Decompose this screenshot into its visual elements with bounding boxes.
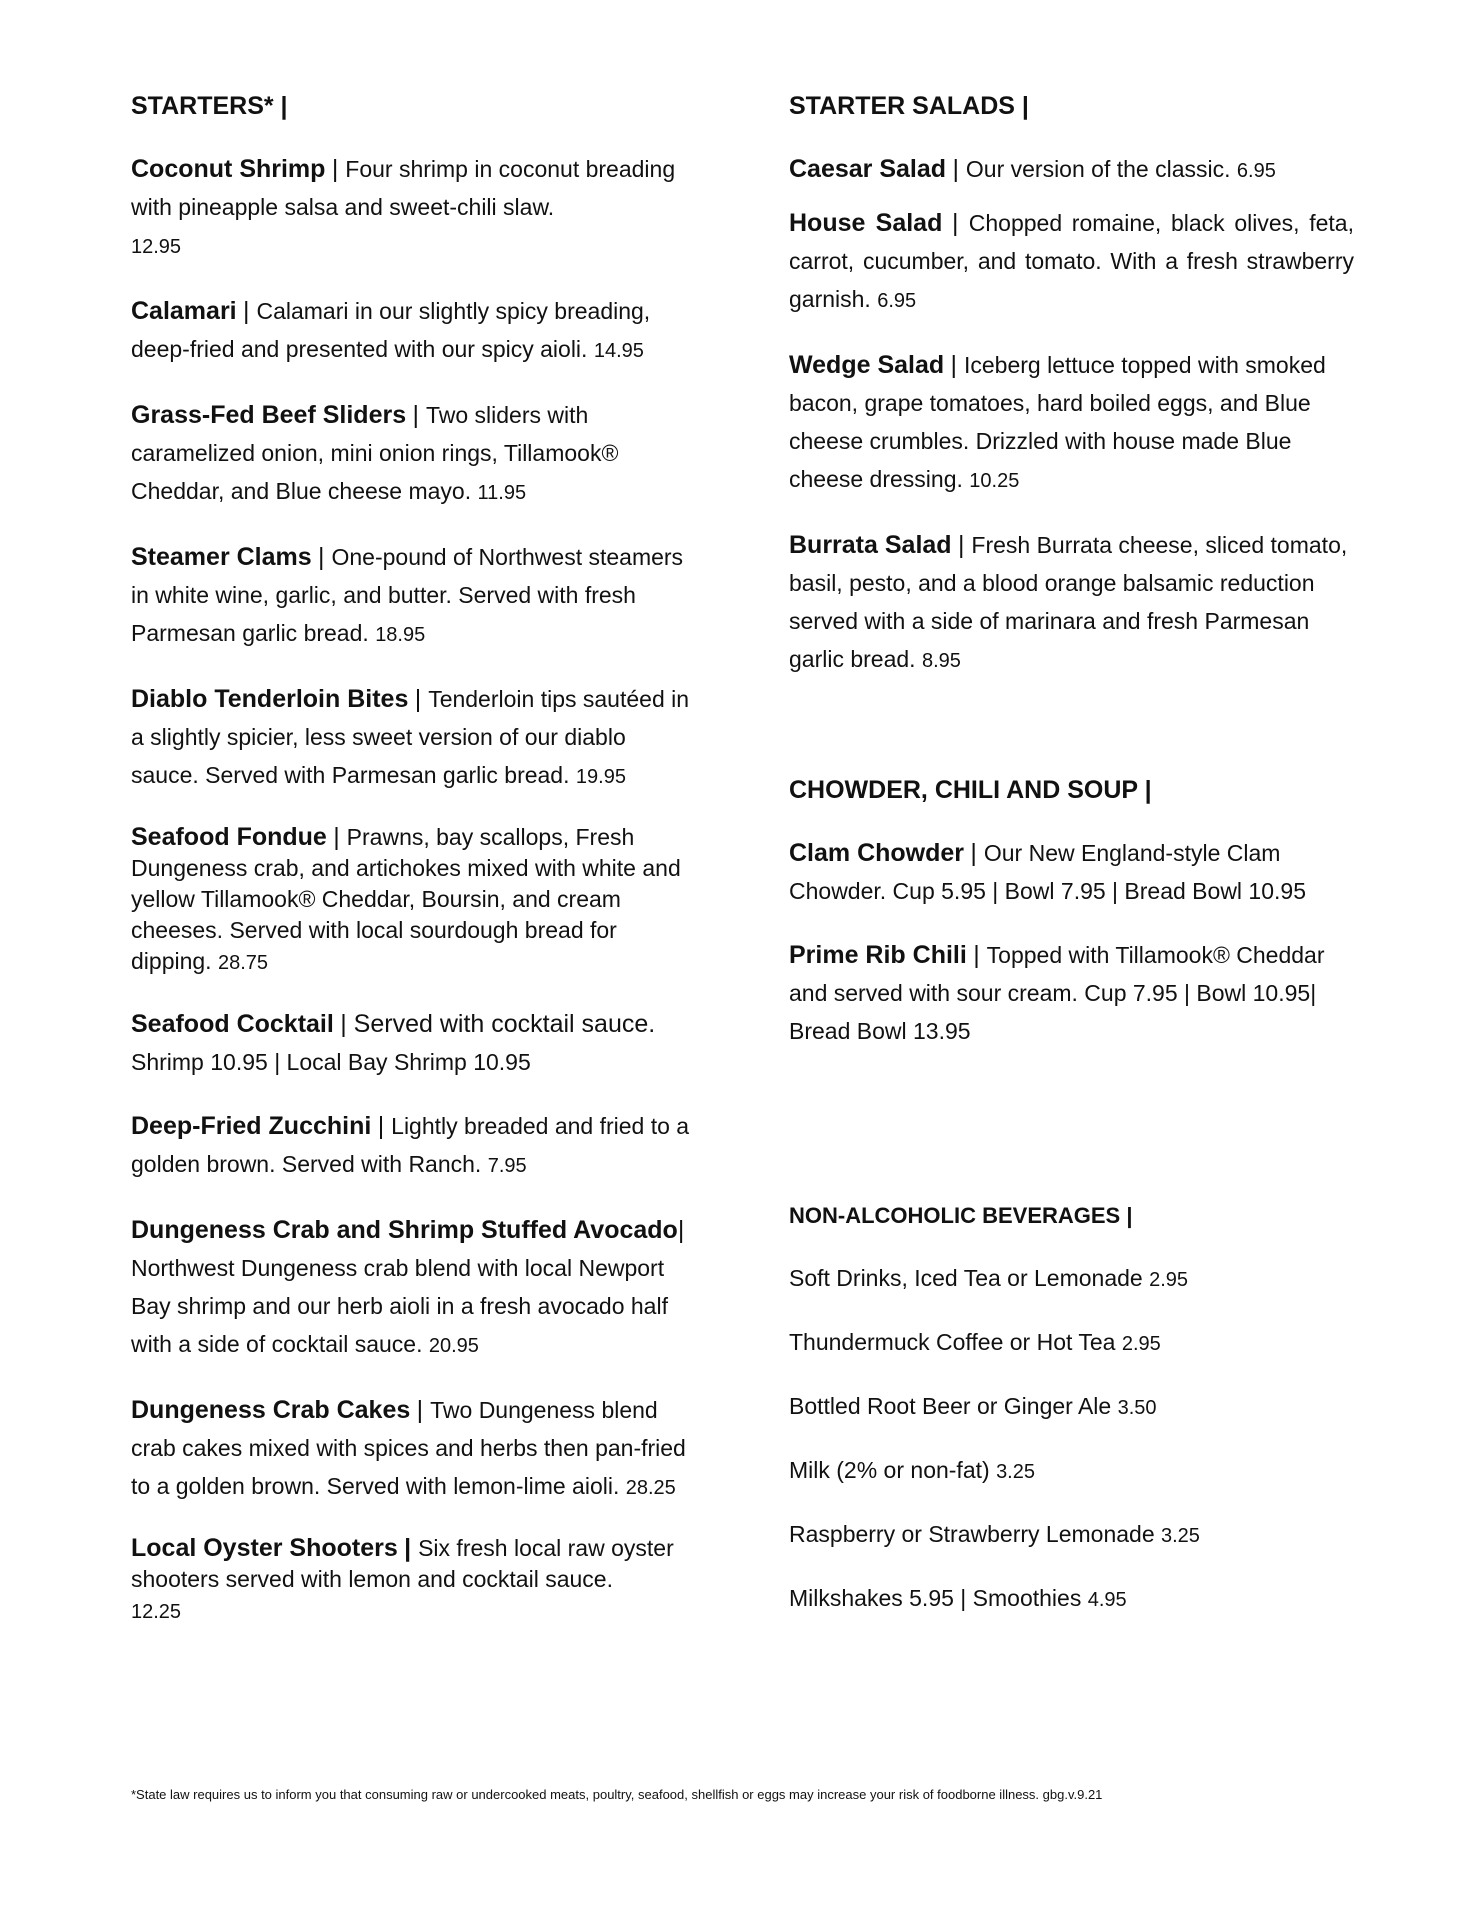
- item-name: Seafood Fondue: [131, 823, 327, 851]
- item-price: 18.95: [375, 624, 426, 646]
- item-description: Two Dungeness blend crab cakes mixed with spices and herbs then pan-fried to a golden brown. Served with lemon-lime aioli.: [131, 1397, 686, 1499]
- item-name: Diablo Tenderloin Bites: [131, 685, 409, 713]
- beverage-price: 3.25: [996, 1461, 1035, 1483]
- item-price: 6.95: [1236, 160, 1276, 182]
- item-name: Calamari: [131, 297, 237, 325]
- item-price: 11.95: [477, 482, 527, 504]
- item-name: Burrata Salad: [789, 531, 952, 559]
- item-price: 12.95: [131, 236, 182, 258]
- beverage-name: Milk (2% or non-fat): [789, 1457, 990, 1483]
- beverages-heading: NON-ALCOHOLIC BEVERAGES |: [789, 1203, 1133, 1228]
- item-name: Prime Rib Chili: [789, 941, 967, 969]
- item-description: Prawns, bay scallops, Fresh Dungeness crab, and artichokes mixed with white and yellow Tillamook® Cheddar, Boursin, and cream cheeses. Served with local sourdough bread for dipping.: [131, 824, 681, 974]
- beverage-item: [789, 1454, 1354, 1488]
- menu-item: Wedge Salad | Iceberg lettuce topped with smoked bacon, grape tomatoes, hard boiled eggs, and Blue cheese crumbles. Drizzled with house made Blue cheese dressing. 10.25: [789, 351, 1326, 492]
- item-name: House Salad: [789, 209, 943, 237]
- salads-heading: STARTER SALADS |: [789, 92, 1029, 120]
- item-name: Dungeness Crab Cakes: [131, 1396, 411, 1424]
- item-name: Steamer Clams: [131, 543, 312, 571]
- menu-item: House Salad | Chopped romaine, black olives, feta, carrot, cucumber, and tomato. With a fresh strawberry garnish. 6.95: [789, 209, 1354, 312]
- beverage-name: Bottled Root Beer or Ginger Ale: [789, 1393, 1112, 1419]
- item-description: Iceberg lettuce topped with smoked bacon, grape tomatoes, hard boiled eggs, and Blue cheese crumbles. Drizzled with house made Blue cheese dressing.: [789, 352, 1326, 492]
- beverage-name: Thundermuck Coffee or Hot Tea: [789, 1329, 1116, 1355]
- beverage-price: 3.25: [1161, 1525, 1200, 1547]
- beverage-price: 2.95: [1149, 1269, 1189, 1291]
- item-name: Wedge Salad: [789, 351, 945, 379]
- item-description: Six fresh local raw oyster shooters served with lemon and cocktail sauce.: [131, 1535, 674, 1592]
- item-name: Caesar Salad: [789, 155, 947, 183]
- item-description: Topped with Tillamook® Cheddar and served with sour cream. Cup 7.95 | Bowl 10.95| Bread Bowl 13.95: [789, 942, 1325, 1044]
- menu-item: Seafood Fondue | Prawns, bay scallops, Fresh Dungeness crab, and artichokes mixed with white and yellow Tillamook® Cheddar, Boursin, and cream cheeses. Served with local sourdough bread for dipping. 28.75: [131, 823, 681, 974]
- item-name: Coconut Shrimp: [131, 155, 326, 183]
- item-description: Our New England-style Clam Chowder. Cup 5.95 | Bowl 7.95 | Bread Bowl 10.95: [789, 840, 1306, 904]
- menu-item: Coconut Shrimp | Four shrimp in coconut breading with pineapple salsa and sweet-chili slaw. 12.95: [131, 155, 676, 258]
- beverage-name: Soft Drinks, Iced Tea or Lemonade: [789, 1265, 1143, 1291]
- beverage-item: [789, 1326, 1354, 1360]
- beverage-item: [789, 1518, 1354, 1552]
- starters-heading: STARTERS* |: [131, 92, 288, 120]
- item-name: Dungeness Crab and Shrimp Stuffed Avocado: [131, 1216, 678, 1244]
- item-name: Grass-Fed Beef Sliders: [131, 401, 407, 429]
- item-price: 12.25: [131, 1601, 182, 1623]
- menu-item: Deep-Fried Zucchini | Lightly breaded and fried to a golden brown. Served with Ranch. 7.95: [131, 1112, 690, 1177]
- item-name: Seafood Cocktail: [131, 1010, 334, 1038]
- item-name: Clam Chowder: [789, 839, 965, 867]
- menu-item: Grass-Fed Beef Sliders | Two sliders with caramelized onion, mini onion rings, Tillamook® Cheddar, and Blue cheese mayo. 11.95: [131, 401, 619, 504]
- item-price: 28.25: [625, 1477, 676, 1499]
- item-price: 19.95: [575, 766, 626, 788]
- item-description: Two sliders with caramelized onion, mini onion rings, Tillamook® Cheddar, and Blue cheese mayo.: [131, 402, 619, 504]
- item-price: 7.95: [487, 1155, 527, 1177]
- item-description: Four shrimp in coconut breading with pineapple salsa and sweet-chili slaw.: [131, 156, 676, 220]
- item-description: Tenderloin tips sautéed in a slightly spicier, less sweet version of our diablo sauce. Served with Parmesan garlic bread.: [131, 686, 690, 788]
- item-price: 8.95: [921, 650, 961, 672]
- item-description: Chopped romaine, black olives, feta, carrot, cucumber, and tomato. With a fresh strawberry garnish.: [789, 210, 1354, 312]
- menu-item: Dungeness Crab Cakes | Two Dungeness blend crab cakes mixed with spices and herbs then pan-fried to a golden brown. Served with lemon-lime aioli. 28.25: [131, 1396, 686, 1499]
- item-description: Served with cocktail sauce.: [353, 1010, 656, 1038]
- menu-item: Diablo Tenderloin Bites | Tenderloin tips sautéed in a slightly spicier, less sweet version of our diablo sauce. Served with Parmesan garlic bread. 19.95: [131, 685, 690, 788]
- menu-item: Caesar Salad | Our version of the classic. 6.95: [789, 155, 1276, 183]
- beverage-item: [789, 1582, 1354, 1616]
- item-name: Local Oyster Shooters: [131, 1534, 398, 1562]
- beverage-price: 2.95: [1121, 1333, 1161, 1355]
- soup-heading: CHOWDER, CHILI AND SOUP |: [789, 776, 1152, 804]
- menu-item: Seafood Cocktail | Served with cocktail sauce. Shrimp 10.95 | Local Bay Shrimp 10.95: [131, 1010, 656, 1075]
- item-prices: Shrimp 10.95 | Local Bay Shrimp 10.95: [131, 1049, 531, 1075]
- menu-item: Dungeness Crab and Shrimp Stuffed Avocado| Northwest Dungeness crab blend with local Newport Bay shrimp and our herb aioli in a fresh avocado half with a side of cocktail sauce. 20.95: [131, 1216, 685, 1357]
- item-price: 14.95: [593, 340, 644, 362]
- item-description: Our version of the classic.: [965, 156, 1231, 182]
- item-name: Deep-Fried Zucchini: [131, 1112, 372, 1140]
- item-description: Fresh Burrata cheese, sliced tomato, basil, pesto, and a blood orange balsamic reduction served with a side of marinara and fresh Parmesan garlic bread.: [789, 532, 1348, 672]
- menu-item: Burrata Salad | Fresh Burrata cheese, sliced tomato, basil, pesto, and a blood orange balsamic reduction served with a side of marinara and fresh Parmesan garlic bread. 8.95: [789, 531, 1348, 672]
- item-description: Northwest Dungeness crab blend with local Newport Bay shrimp and our herb aioli in a fresh avocado half with a side of cocktail sauce.: [131, 1255, 668, 1357]
- legal-footnote: *State law requires us to inform you that consuming raw or undercooked meats, poultry, seafood, shellfish or eggs may increase your risk of foodborne illness. gbg.v.9.21: [131, 1787, 1103, 1802]
- item-price: 6.95: [877, 290, 917, 312]
- item-description: Lightly breaded and fried to a golden brown. Served with Ranch.: [131, 1113, 690, 1177]
- menu-item: Local Oyster Shooters | Six fresh local raw oyster shooters served with lemon and cocktail sauce. 12.25: [131, 1534, 674, 1623]
- item-price: 20.95: [428, 1335, 479, 1357]
- item-price: 28.75: [217, 952, 269, 974]
- item-description: Calamari in our slightly spicy breading, deep-fried and presented with our spicy aioli.: [131, 298, 651, 362]
- item-price: 10.25: [969, 470, 1020, 492]
- salads-soups-column: [789, 88, 1354, 1616]
- starters-column: [131, 88, 696, 1628]
- item-description: One-pound of Northwest steamers in white wine, garlic, and butter. Served with fresh Parmesan garlic bread.: [131, 544, 684, 646]
- menu-item: Prime Rib Chili | Topped with Tillamook® Cheddar and served with sour cream. Cup 7.95 | Bowl 10.95| Bread Bowl 13.95: [789, 941, 1325, 1044]
- beverage-item: [789, 1390, 1354, 1424]
- beverage-item: [789, 1262, 1354, 1296]
- beverage-price: 3.50: [1117, 1397, 1157, 1419]
- menu-item: Clam Chowder | Our New England-style Clam Chowder. Cup 5.95 | Bowl 7.95 | Bread Bowl 10.95: [789, 839, 1306, 904]
- beverage-price: 4.95: [1087, 1589, 1127, 1611]
- beverage-name: Raspberry or Strawberry Lemonade: [789, 1521, 1155, 1547]
- menu-item: Steamer Clams | One-pound of Northwest steamers in white wine, garlic, and butter. Served with fresh Parmesan garlic bread. 18.95: [131, 543, 684, 646]
- beverage-name: Milkshakes 5.95 | Smoothies: [789, 1585, 1082, 1611]
- menu-item: Calamari | Calamari in our slightly spicy breading, deep-fried and presented with our spicy aioli. 14.95: [131, 297, 651, 362]
